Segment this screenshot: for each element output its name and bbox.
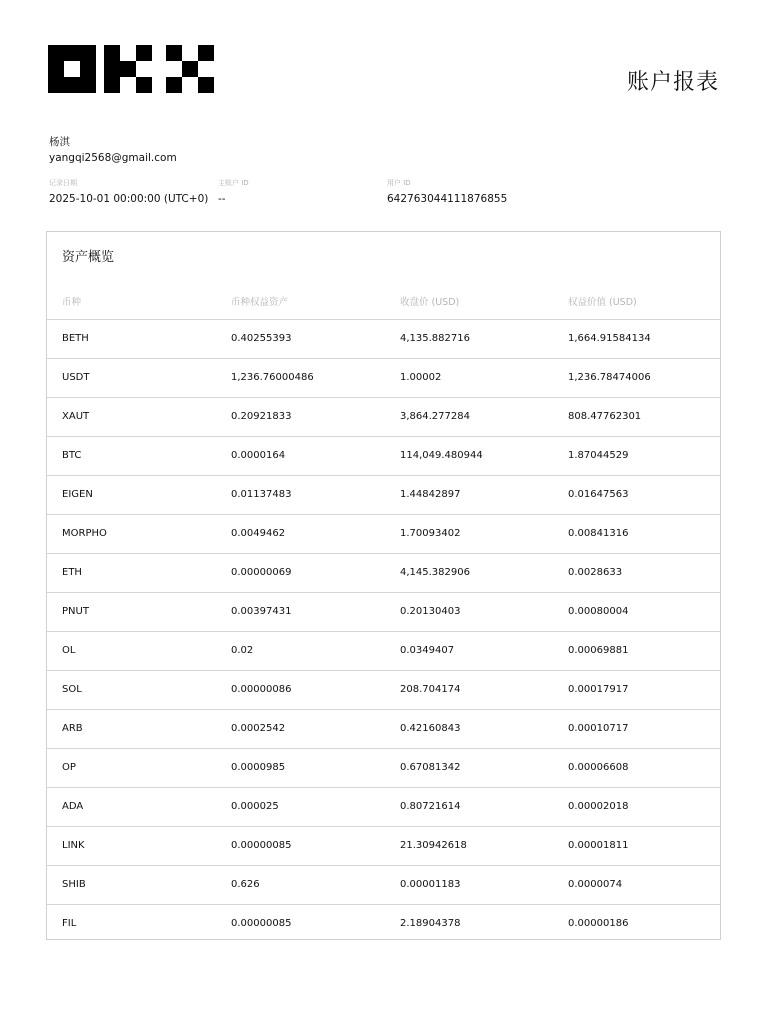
meta-value: 642763044111876855 — [387, 193, 508, 205]
user-email: yangqi2568@gmail.com — [49, 152, 177, 164]
meta-user-id — [387, 178, 507, 206]
cell-equity-value: 808.47762301 — [568, 411, 642, 422]
cell-equity-value: 0.00841316 — [568, 528, 629, 539]
cell-currency: ADA — [62, 801, 84, 812]
table-row — [47, 592, 720, 631]
table-row — [47, 319, 720, 358]
cell-equity: 0.00397431 — [231, 606, 292, 617]
column-header-equity: 币种权益资产 — [231, 297, 289, 308]
cell-close-price: 0.00001183 — [400, 879, 461, 890]
page-title: 账户报表 — [626, 70, 719, 95]
cell-close-price: 208.704174 — [400, 684, 461, 695]
cell-equity-value: 0.00000186 — [568, 918, 629, 929]
cell-currency: BETH — [62, 333, 89, 344]
cell-currency: LINK — [62, 840, 85, 851]
cell-equity-value: 0.00006608 — [568, 762, 629, 773]
cell-currency: XAUT — [62, 411, 90, 422]
cell-equity-value: 0.0028633 — [568, 567, 623, 578]
cell-close-price: 2.18904378 — [400, 918, 461, 929]
cell-currency: SHIB — [62, 879, 86, 890]
meta-record-date — [49, 178, 208, 206]
cell-currency: MORPHO — [62, 528, 107, 539]
table-row — [47, 397, 720, 436]
asset-overview-card — [46, 231, 721, 940]
table-row — [47, 709, 720, 748]
table-header — [47, 290, 720, 318]
table-row — [47, 865, 720, 904]
cell-equity: 0.01137483 — [231, 489, 292, 500]
cell-equity-value: 0.00010717 — [568, 723, 629, 734]
cell-close-price: 0.0349407 — [400, 645, 455, 656]
table-row — [47, 787, 720, 826]
cell-equity-value: 1,236.78474006 — [568, 372, 651, 383]
cell-equity: 0.02 — [231, 645, 254, 656]
cell-equity-value: 0.00069881 — [568, 645, 629, 656]
table-row — [47, 475, 720, 514]
meta-value: -- — [218, 193, 226, 205]
column-header-equity-value: 权益价值 (USD) — [568, 297, 637, 308]
okx-logo-icon — [48, 45, 214, 95]
user-name: 杨淇 — [49, 136, 70, 148]
cell-equity: 1,236.76000486 — [231, 372, 314, 383]
cell-equity: 0.0049462 — [231, 528, 286, 539]
cell-equity: 0.00000085 — [231, 840, 292, 851]
cell-close-price: 21.30942618 — [400, 840, 467, 851]
cell-equity: 0.00000069 — [231, 567, 292, 578]
meta-main-account-id — [218, 178, 249, 206]
cell-equity: 0.0002542 — [231, 723, 286, 734]
table-row — [47, 904, 720, 943]
cell-currency: SOL — [62, 684, 82, 695]
cell-currency: EIGEN — [62, 489, 93, 500]
cell-equity-value: 0.00017917 — [568, 684, 629, 695]
cell-equity: 0.0000985 — [231, 762, 286, 773]
table-row — [47, 748, 720, 787]
cell-equity: 0.0000164 — [231, 450, 286, 461]
cell-equity: 0.20921833 — [231, 411, 292, 422]
cell-close-price: 114,049.480944 — [400, 450, 483, 461]
table-row — [47, 358, 720, 397]
cell-close-price: 1.00002 — [400, 372, 442, 383]
cell-equity-value: 1.87044529 — [568, 450, 629, 461]
cell-close-price: 4,145.382906 — [400, 567, 470, 578]
cell-currency: OP — [62, 762, 76, 773]
table-row — [47, 553, 720, 592]
cell-currency: ARB — [62, 723, 83, 734]
cell-close-price: 0.20130403 — [400, 606, 461, 617]
meta-label: 记录日期 — [49, 179, 77, 187]
column-header-currency: 币种 — [62, 297, 82, 308]
cell-equity: 0.00000085 — [231, 918, 292, 929]
cell-equity: 0.40255393 — [231, 333, 292, 344]
cell-equity-value: 0.00001811 — [568, 840, 629, 851]
cell-equity: 0.000025 — [231, 801, 279, 812]
table-row — [47, 826, 720, 865]
column-header-close-price: 收盘价 (USD) — [400, 297, 460, 308]
cell-close-price: 3,864.277284 — [400, 411, 470, 422]
meta-label: 用户 ID — [387, 179, 411, 187]
cell-close-price: 0.67081342 — [400, 762, 461, 773]
cell-close-price: 0.80721614 — [400, 801, 461, 812]
cell-close-price: 0.42160843 — [400, 723, 461, 734]
cell-close-price: 1.70093402 — [400, 528, 461, 539]
cell-currency: OL — [62, 645, 76, 656]
cell-equity: 0.626 — [231, 879, 260, 890]
table-row — [47, 514, 720, 553]
cell-close-price: 1.44842897 — [400, 489, 461, 500]
cell-currency: BTC — [62, 450, 82, 461]
table-body — [47, 319, 720, 943]
meta-label: 主账户 ID — [218, 179, 249, 187]
cell-currency: USDT — [62, 372, 90, 383]
card-title: 资产概览 — [62, 250, 115, 265]
cell-equity-value: 1,664.91584134 — [568, 333, 651, 344]
table-row — [47, 436, 720, 475]
cell-equity-value: 0.01647563 — [568, 489, 629, 500]
cell-equity-value: 0.00080004 — [568, 606, 629, 617]
table-row — [47, 631, 720, 670]
cell-equity-value: 0.0000074 — [568, 879, 623, 890]
meta-value: 2025-10-01 00:00:00 (UTC+0) — [49, 193, 209, 205]
table-row — [47, 670, 720, 709]
cell-currency: PNUT — [62, 606, 89, 617]
cell-currency: ETH — [62, 567, 82, 578]
cell-close-price: 4,135.882716 — [400, 333, 470, 344]
cell-equity-value: 0.00002018 — [568, 801, 629, 812]
cell-equity: 0.00000086 — [231, 684, 292, 695]
cell-currency: FIL — [62, 918, 77, 929]
